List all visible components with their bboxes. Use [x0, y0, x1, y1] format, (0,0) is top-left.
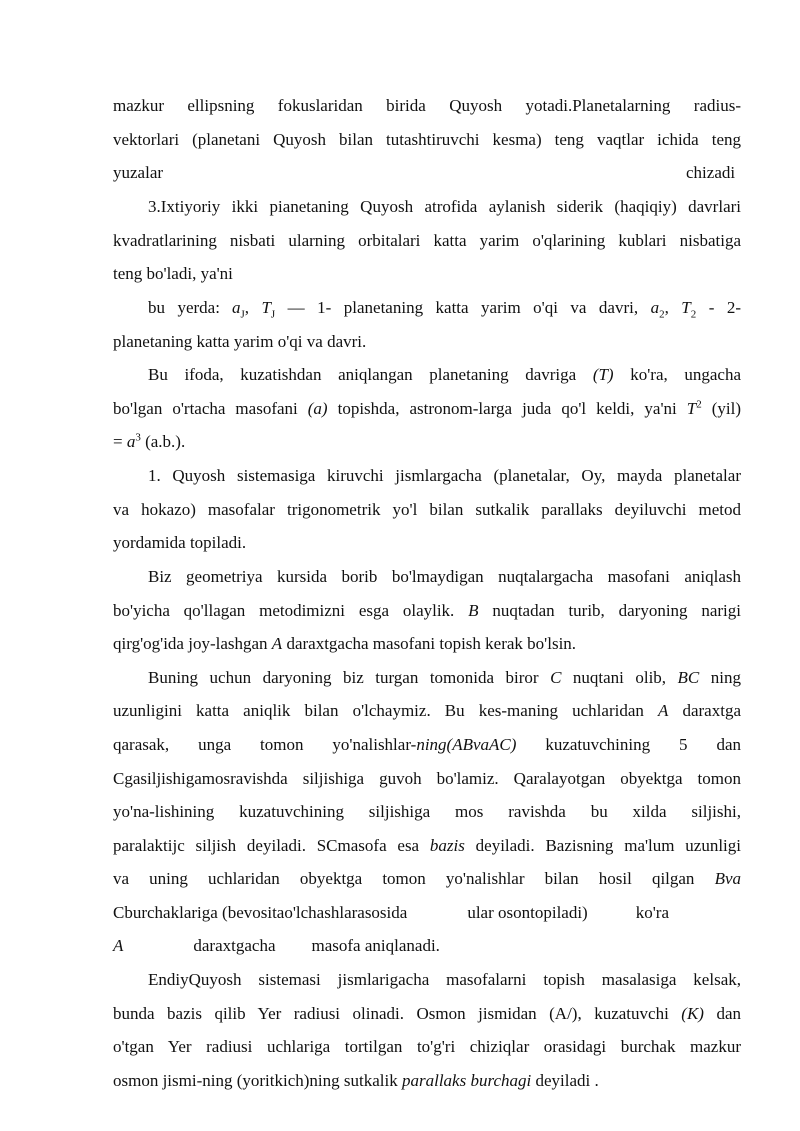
symbol-a: (a) [307, 399, 328, 418]
text-line: Biz geometriya kursida borib bo'lmaydigan nuqtalargacha masofani aniqlash [148, 567, 741, 586]
symbol-a: a [231, 298, 241, 317]
text-line [148, 298, 742, 321]
superscript: 2 [696, 398, 702, 411]
text-fragment: qirg'og'ida joy-lashgan [113, 634, 272, 653]
text-line [113, 836, 741, 856]
text-line [113, 432, 741, 452]
text-line: o'tgan Yer radiusi uchlariga tortilgan to'g'ri chiziqlar orasidagi burchak mazkur [113, 1037, 741, 1056]
text-fragment: = [113, 432, 127, 451]
text-fragment: daraxtgacha [193, 936, 276, 955]
text-fragment: deyiladi . [531, 1071, 599, 1090]
symbol-a: a [126, 432, 136, 451]
text-line: yo'na-lishining kuzatuvchining siljishiga mos ravishda bu xilda siljishi, [113, 802, 741, 821]
text-line: planetaning katta yarim o'qi va davri. [113, 332, 367, 351]
text-fragment: Bu ifoda, kuzatishdan aniqlangan planetaning davriga [148, 365, 593, 384]
text-line [113, 399, 741, 419]
text-fragment: (yil) [701, 399, 741, 418]
superscript: 3 [135, 431, 141, 444]
text-line [113, 869, 741, 889]
text-line: 1. Quyosh sistemasiga kiruvchi jismlargacha (planetalar, Oy, mayda planetalar [148, 466, 741, 485]
subscript: J [270, 308, 276, 321]
text-fragment: ular osontopiladi) [467, 903, 588, 922]
text-fragment: daraxtgacha masofani topish kerak bo'lsin. [282, 634, 577, 653]
text-fragment: ko'ra [635, 903, 670, 922]
text-line [113, 1004, 741, 1024]
text-fragment: dan [703, 1004, 742, 1023]
text-line: va hokazo) masofalar trigonometrik yo'l bilan sutkalik parallaks deyiluvchi metod [113, 500, 741, 519]
symbol-t: T [261, 298, 271, 317]
text-fragment: bunda bazis qilib Yer radiusi olinadi. Osmon jismidan (A/), kuzatuvchi [113, 1004, 682, 1023]
text-line: yuzalar [113, 163, 164, 182]
label-text: bu yerda: [148, 298, 220, 317]
symbol-a: a [650, 298, 660, 317]
point-b: B [468, 601, 479, 620]
text-fragment: - 2- [696, 298, 742, 317]
text-line: kvadratlarining nisbati ularning orbitalari katta yarim o'qlarining kublari nisbatiga [113, 231, 741, 250]
point-a: A [657, 701, 669, 720]
text-line: Cgasiljishigamosravishda siljishiga guvoh bo'lamiz. Qaralayotgan obyektga tomon [113, 769, 741, 788]
text-fragment: Cburchaklariga (bevositao'lchashlarasosida [113, 903, 408, 922]
text-fragment: va uning uchlaridan obyektga tomon yo'nalishlar bilan hosil qilgan [113, 869, 715, 888]
text-line: yordamida topiladi. [113, 533, 247, 552]
text-fragment: topishda, astronom-larga juda qo'l keldi, ya'ni [327, 399, 687, 418]
subscript: 2 [659, 308, 665, 321]
text-line [148, 668, 741, 688]
text-line: teng bo'ladi, ya'ni [113, 264, 233, 283]
text-line: EndiyQuyosh sistemasi jismlarigacha masofalarni topish masalasiga kelsak, [148, 970, 741, 989]
italic-fragment: Bva [714, 869, 741, 888]
text-fragment: qarasak, unga tomon yo'nalishlar- [113, 735, 417, 754]
symbol-t: (T) [592, 365, 614, 384]
term-bazis: bazis [429, 836, 465, 855]
text-line [113, 1071, 741, 1091]
text-fragment: , [244, 298, 262, 317]
text-fragment: kuzatuvchining 5 dan [516, 735, 741, 754]
text-line [113, 936, 741, 956]
symbol-k: (K) [681, 1004, 704, 1023]
text-fragment: osmon jismi-ning (yoritkich)ning sutkalik [113, 1071, 402, 1090]
text-line [148, 365, 741, 385]
point-a: A [271, 634, 283, 653]
text-line [113, 601, 741, 621]
text-fragment: ko'ra, ungacha [613, 365, 741, 384]
point-c: C [550, 668, 562, 687]
term-parallaks-burchagi: parallaks burchagi [401, 1071, 532, 1090]
text-fragment: , [664, 298, 682, 317]
text-line: chizadi [686, 163, 736, 182]
italic-fragment: ning(ABvaAC) [416, 735, 517, 754]
symbol-t: T [686, 399, 697, 418]
text-line: vektorlari (planetani Quyosh bilan tutashtiruvchi kesma) teng vaqtlar ichida teng [113, 130, 741, 149]
text-fragment: — 1- planetaning katta yarim o'qi va davri, [275, 298, 651, 317]
text-fragment: Buning uchun daryoning biz turgan tomonida biror [148, 668, 551, 687]
text-fragment: bo'lgan o'rtacha masofani [113, 399, 308, 418]
text-fragment: masofa aniqlanadi. [311, 936, 440, 955]
text-fragment: deyiladi. Bazisning ma'lum uzunligi [464, 836, 741, 855]
subscript: 2 [690, 308, 697, 321]
text-line [113, 634, 741, 654]
segment-bc: BC [677, 668, 700, 687]
text-fragment: nuqtadan turib, daryoning narigi [478, 601, 741, 620]
text-line [113, 735, 741, 755]
symbol-t: T [681, 298, 691, 317]
point-a: A [113, 936, 124, 955]
text-fragment: daraxtga [668, 701, 741, 720]
text-line: mazkur ellipsning fokuslaridan birida Quyosh yotadi.Planetalarning radius- [113, 96, 741, 115]
text-fragment: bo'yicha qo'llagan metodimizni esga olaylik. [113, 601, 469, 620]
text-fragment: ning [699, 668, 741, 687]
subscript: J [240, 308, 245, 321]
text-fragment: paralaktijc siljish deyiladi. SCmasofa esa [113, 836, 430, 855]
text-fragment: nuqtani olib, [561, 668, 678, 687]
text-line [113, 701, 741, 721]
text-line [113, 903, 741, 923]
text-fragment: uzunligini katta aniqlik bilan o'lchaymiz. Bu kes-maning uchlaridan [113, 701, 658, 720]
text-fragment: (a.b.). [140, 432, 186, 451]
text-line: 3.Ixtiyoriy ikki pianetaning Quyosh atrofida aylanish siderik (haqiqiy) davrlari [148, 197, 741, 216]
